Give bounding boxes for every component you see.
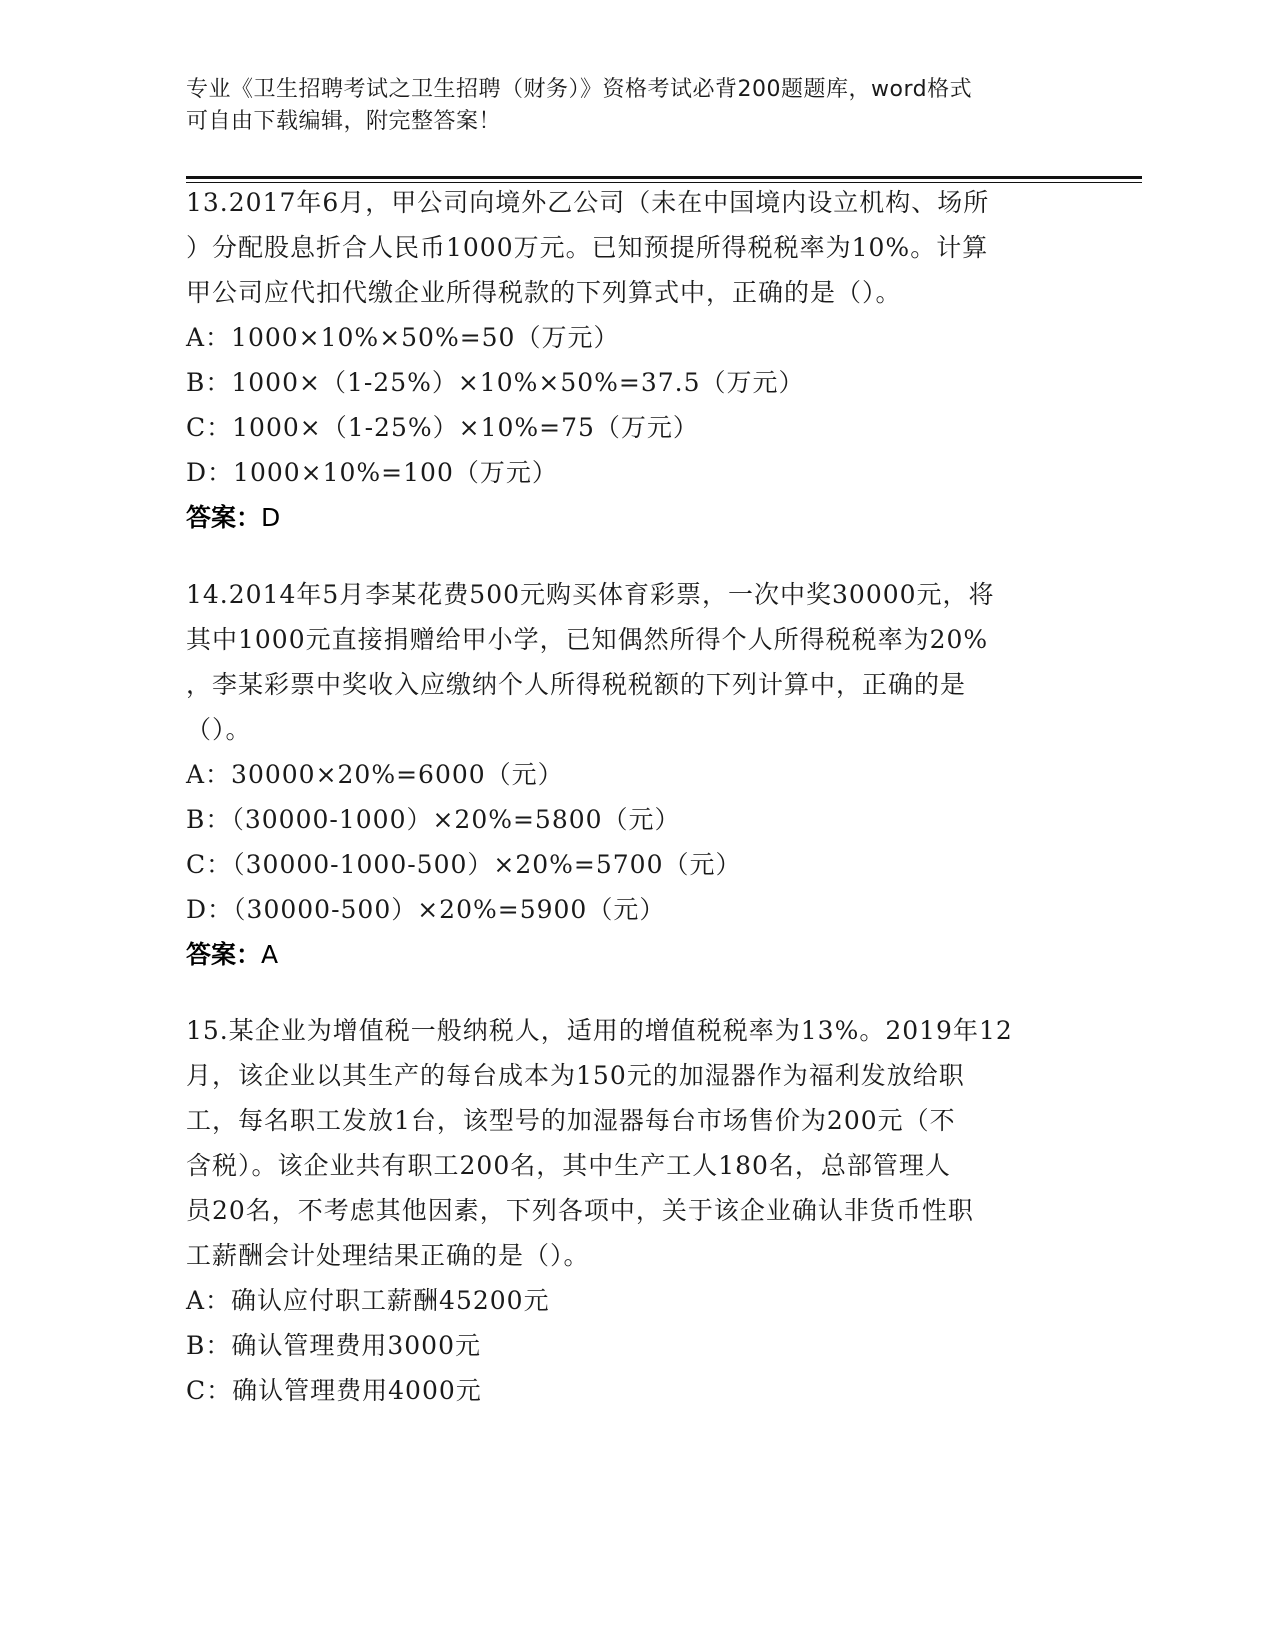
document-header bbox=[186, 74, 1066, 138]
option-b: B：1000×（1-25%）×10%×50%=37.5（万元） bbox=[186, 368, 805, 397]
option-c: C：（30000-1000-500）×20%=5700（元） bbox=[186, 850, 742, 879]
option-a: A：30000×20%=6000（元） bbox=[186, 760, 564, 789]
option-d: D：（30000-500）×20%=5900（元） bbox=[186, 895, 666, 924]
option-b: B：确认管理费用3000元 bbox=[186, 1331, 481, 1360]
option-a: A：1000×10%×50%=50（万元） bbox=[186, 323, 620, 352]
question-text-line: （）。 bbox=[186, 715, 252, 744]
option-c: C：1000×（1-25%）×10%=75（万元） bbox=[186, 413, 699, 442]
answer-label: 答案： bbox=[186, 503, 262, 532]
option-b: B：（30000-1000）×20%=5800（元） bbox=[186, 805, 681, 834]
header-line-2: 可自由下载编辑，附完整答案！ bbox=[186, 109, 502, 134]
question-text-line: ）分配股息折合人民币1000万元。已知预提所得税税率为10%。计算 bbox=[186, 233, 989, 262]
answer-value: D bbox=[261, 503, 281, 532]
question-15 bbox=[186, 1008, 1086, 1413]
question-text-line: ，李某彩票中奖收入应缴纳个人所得税税额的下列计算中，正确的是 bbox=[186, 670, 967, 699]
answer bbox=[186, 932, 1086, 977]
question-text-line: 员20名，不考虑其他因素，下列各项中，关于该企业确认非货币性职 bbox=[186, 1196, 974, 1225]
option-c: C：确认管理费用4000元 bbox=[186, 1376, 482, 1405]
answer-value: A bbox=[261, 940, 279, 969]
question-text-line: 工，每名职工发放1台，该型号的加湿器每台市场售价为200元（不 bbox=[186, 1106, 956, 1135]
question-text-line: 14.2014年5月李某花费500元购买体育彩票，一次中奖30000元，将 bbox=[186, 580, 995, 609]
question-text-line: 工薪酬会计处理结果正确的是（）。 bbox=[186, 1241, 590, 1270]
question-text-line: 其中1000元直接捐赠给甲小学，已知偶然所得个人所得税税率为20% bbox=[186, 625, 989, 654]
question-text-line: 15.某企业为增值税一般纳税人，适用的增值税税率为13%。2019年12 bbox=[186, 1016, 1013, 1045]
option-a: A：确认应付职工薪酬45200元 bbox=[186, 1286, 550, 1315]
header-line-1: 专业《卫生招聘考试之卫生招聘（财务）》资格考试必背200题题库，word格式 bbox=[186, 77, 973, 102]
question-text-line: 13.2017年6月，甲公司向境外乙公司（未在中国境内设立机构、场所 bbox=[186, 188, 990, 217]
option-d: D：1000×10%=100（万元） bbox=[186, 458, 558, 487]
question-text-line: 月，该企业以其生产的每台成本为150元的加湿器作为福利发放给职 bbox=[186, 1061, 965, 1090]
question-text-line: 含税）。该企业共有职工200名，其中生产工人180名，总部管理人 bbox=[186, 1151, 951, 1180]
question-text-line: 甲公司应代扣代缴企业所得税款的下列算式中，正确的是（）。 bbox=[186, 278, 902, 307]
question-14 bbox=[186, 572, 1086, 977]
answer bbox=[186, 495, 1086, 540]
question-13 bbox=[186, 180, 1086, 540]
answer-label: 答案： bbox=[186, 940, 262, 969]
